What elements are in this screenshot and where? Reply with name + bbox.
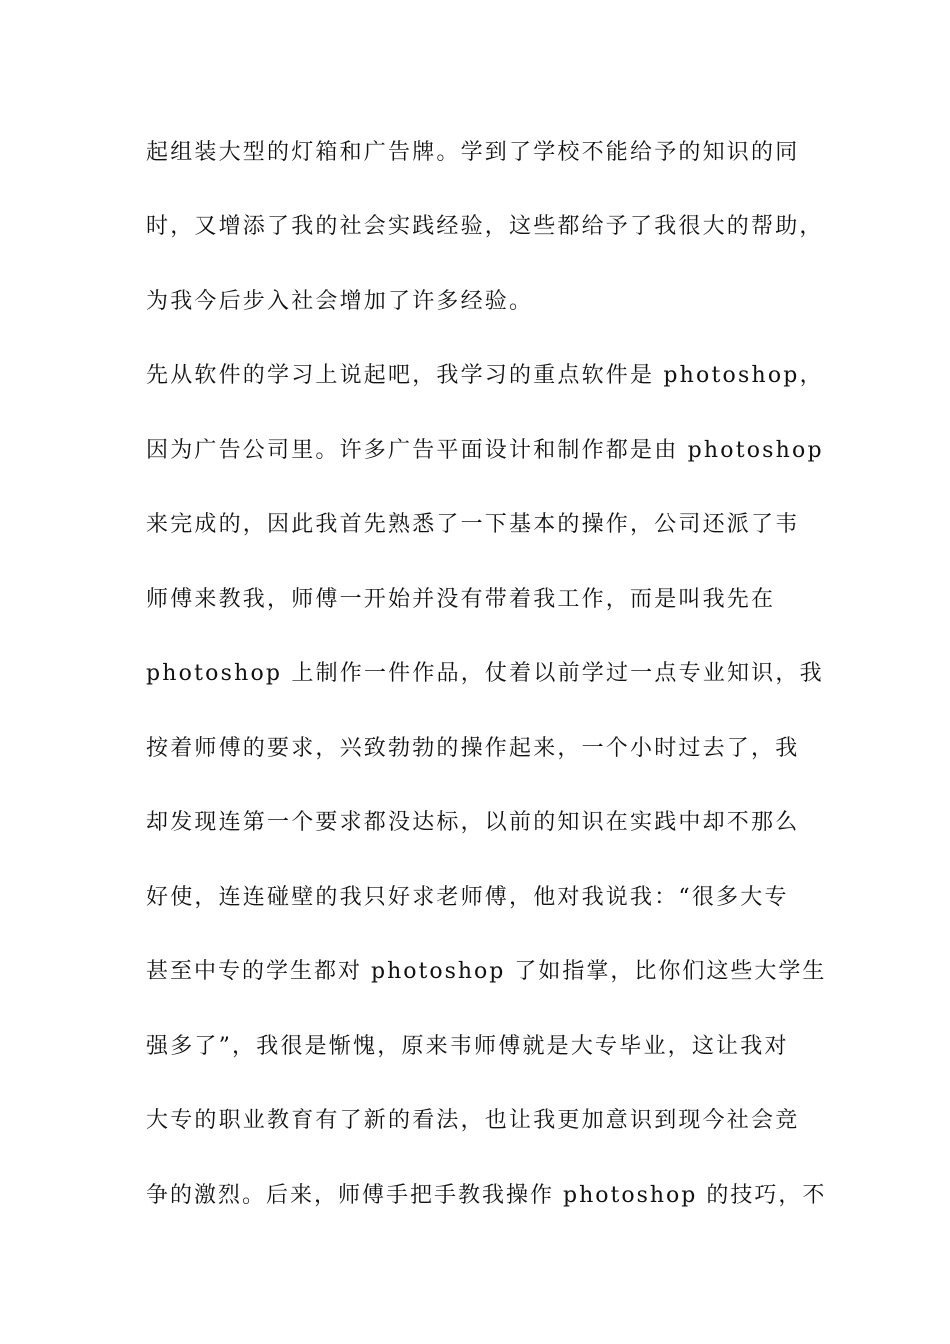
text-line: 大专的职业教育有了新的看法，也让我更加意识到现今社会竞: [146, 1108, 800, 1133]
text-line: 来完成的，因此我首先熟悉了一下基本的操作，公司还派了韦: [146, 512, 800, 537]
text-line: 为我今后步入社会增加了许多经验。: [146, 289, 534, 314]
text-line: 师傅来教我，师傅一开始并没有带着我工作，而是叫我先在: [146, 587, 776, 612]
text-line: 因为广告公司里。许多广告平面设计和制作都是由 photoshop: [146, 438, 824, 463]
text-line: 争的激烈。后来，师傅手把手教我操作 photoshop 的技巧，不: [146, 1183, 827, 1208]
text-line: 好使，连连碰壁的我只好求老师傅，他对我说我：“很多大专: [146, 885, 789, 910]
text-line: 时，又增添了我的社会实践经验，这些都给予了我很大的帮助，: [146, 214, 824, 239]
text-line: 先从软件的学习上说起吧，我学习的重点软件是 photoshop，: [146, 363, 824, 388]
text-line: 强多了”，我很是惭愧，原来韦师傅就是大专毕业，这让我对: [146, 1034, 789, 1059]
text-line: 甚至中专的学生都对 photoshop 了如指掌，比你们这些大学生: [146, 959, 827, 984]
text-line: photoshop 上制作一件作品，仗着以前学过一点专业知识，我: [146, 661, 824, 686]
text-line: 按着师傅的要求，兴致勃勃的操作起来，一个小时过去了，我: [146, 736, 800, 761]
text-line: 却发现连第一个要求都没达标，以前的知识在实践中却不那么: [146, 810, 800, 835]
text-line: 起组装大型的灯箱和广告牌。学到了学校不能给予的知识的同: [146, 140, 800, 165]
